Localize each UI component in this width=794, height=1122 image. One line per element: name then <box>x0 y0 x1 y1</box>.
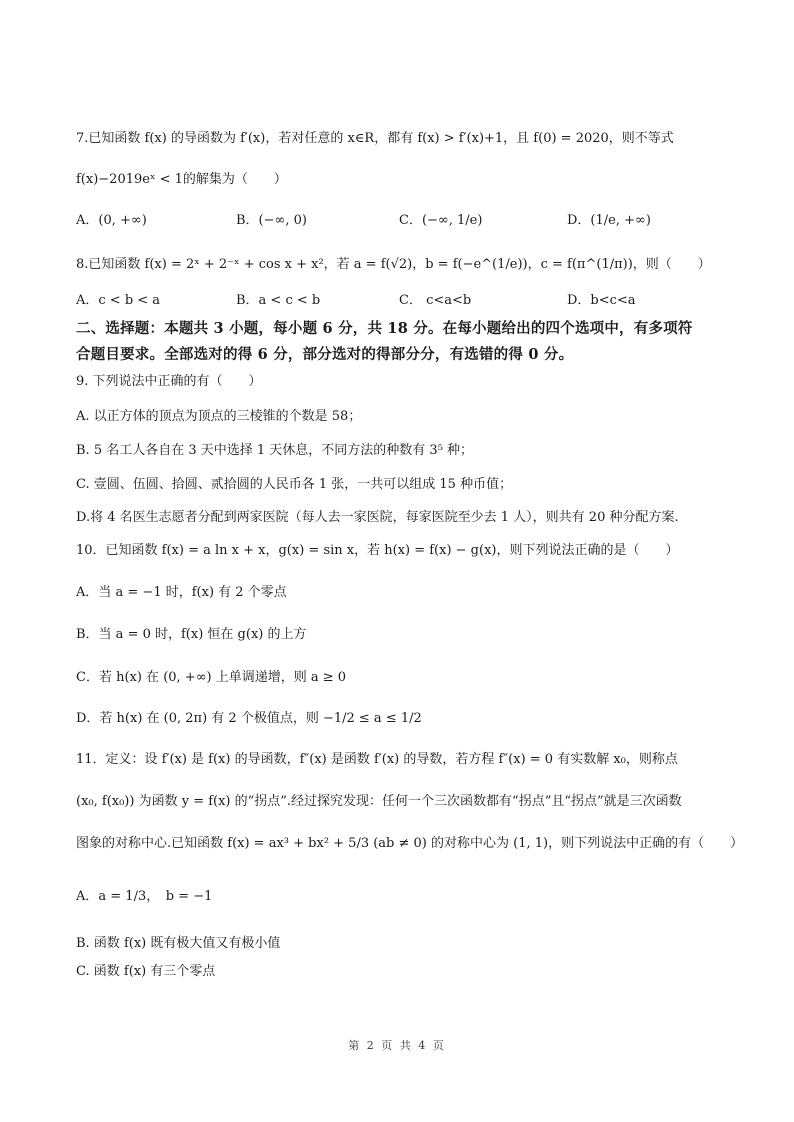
q10-option-d: D．若 h(x) 在 (0, 2π) 有 2 个极值点，则 −1/2 ≤ a ≤ 1/2 <box>76 711 422 726</box>
q8-option-b: B．a < c < b <box>236 293 321 308</box>
section-2-line1: 二、选择题：本题共 3 小题，每小题 6 分，共 18 分。在每小题给出的四个选项中，有多项符 <box>76 320 693 337</box>
q10-option-c: C．若 h(x) 在 (0, +∞) 上单调递增，则 a ≥ 0 <box>76 670 347 685</box>
q7-stem-line2: f(x)−2019eˣ < 1的解集为（ ） <box>76 172 287 187</box>
q7-option-a: A．(0, +∞) <box>76 213 147 228</box>
q11-option-c: C. 函数 f(x) 有三个零点 <box>76 964 216 979</box>
q10-option-b: B．当 a = 0 时，f(x) 恒在 g(x) 的上方 <box>76 627 307 642</box>
q8-stem: 8.已知函数 f(x) = 2ˣ + 2⁻ˣ + cos x + x²，若 a = f(√2)，b = f(−e^(1/e))，c = f(π^(1/π))，则（ ） <box>76 257 711 272</box>
q9-option-d: D.将 4 名医生志愿者分配到两家医院（每人去一家医院，每家医院至少去 1 人），则共有 20 种分配方案. <box>76 510 679 525</box>
q9-option-c: C. 壹圆、伍圆、拾圆、贰拾圆的人民币各 1 张，一共可以组成 15 种币值； <box>76 477 513 492</box>
q11-option-b: B. 函数 f(x) 既有极大值又有极小值 <box>76 936 281 951</box>
q11-stem-line2: (x₀, f(x₀)) 为函数 y = f(x) 的“拐点”.经过探究发现：任何一个三次函数都有“拐点”且“拐点”就是三次函数 <box>76 794 682 809</box>
q9-stem: 9. 下列说法中正确的有（ ） <box>76 374 262 389</box>
q11-option-a: A．a = 1/3， b = −1 <box>76 889 213 904</box>
q11-stem-line1: 11．定义：设 f′(x) 是 f(x) 的导函数，f″(x) 是函数 f′(x) 的导数，若方程 f″(x) = 0 有实数解 x₀，则称点 <box>76 752 678 767</box>
q7-option-d: D．(1/e, +∞) <box>567 213 651 228</box>
q8-option-a: A．c < b < a <box>76 293 161 308</box>
q9-option-a: A. 以正方体的顶点为顶点的三棱锥的个数是 58； <box>76 409 362 424</box>
q10-option-a: A．当 a = −1 时，f(x) 有 2 个零点 <box>76 585 287 600</box>
q10-stem: 10．已知函数 f(x) = a ln x + x，g(x) = sin x，若 h(x) = f(x) − g(x)，则下列说法正确的是（ ） <box>76 543 679 558</box>
q8-option-c: C． c<a<b <box>399 293 472 308</box>
section-2-line2: 合题目要求。全部选对的得 6 分，部分选对的得部分分，有选错的得 0 分。 <box>76 346 574 363</box>
page-footer: 第 2 页 共 4 页 <box>348 1039 446 1052</box>
q7-option-b: B．(−∞, 0) <box>236 213 307 228</box>
q9-option-b: B. 5 名工人各自在 3 天中选择 1 天休息，不同方法的种数有 3⁵ 种； <box>76 443 474 458</box>
q11-stem-line3: 图象的对称中心.已知函数 f(x) = ax³ + bx² + 5/3 (ab ≠ 0) 的对称中心为 (1, 1)，则下列说法中正确的有（ ） <box>76 836 744 851</box>
q8-option-d: D．b<c<a <box>567 293 636 308</box>
q7-stem-line1: 7.已知函数 f(x) 的导函数为 f′(x)，若对任意的 x∈R，都有 f(x) > f′(x)+1，且 f(0) = 2020，则不等式 <box>76 131 674 146</box>
q7-option-c: C．(−∞, 1/e) <box>399 213 483 228</box>
